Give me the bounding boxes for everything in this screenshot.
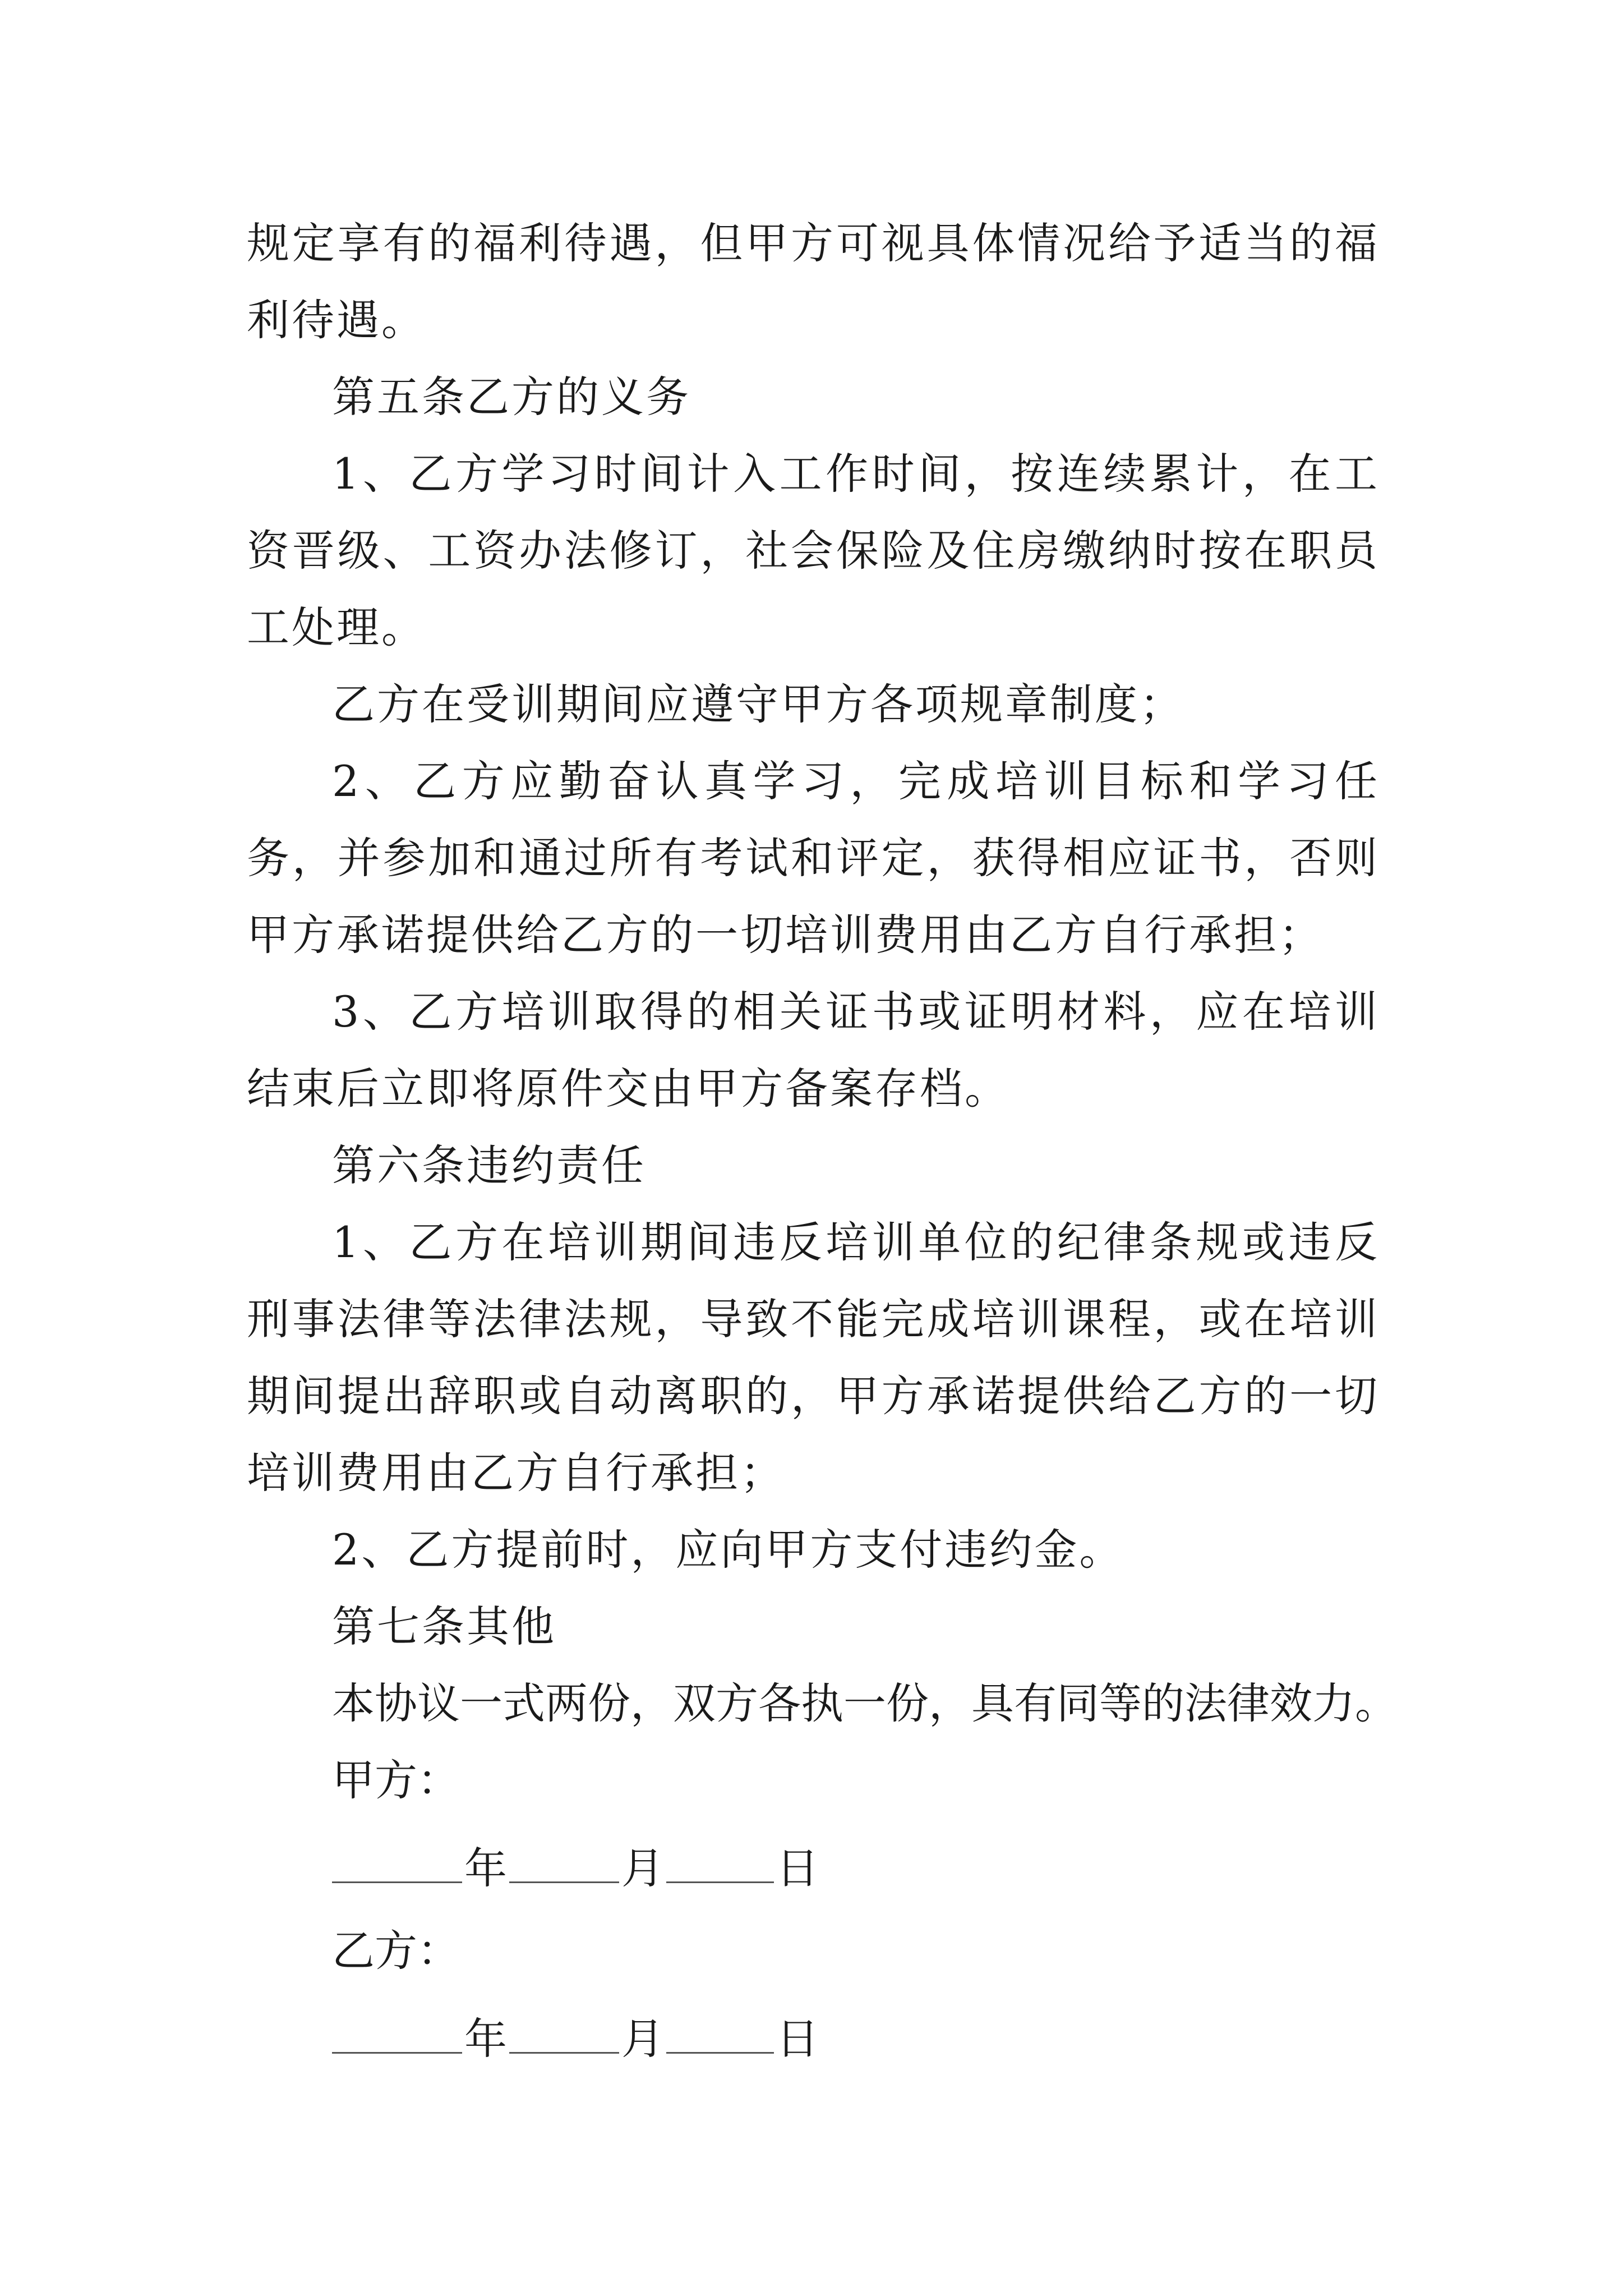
party-a-label: 甲方： [332, 1755, 460, 1805]
document-page [247, 205, 1398, 2083]
party-b-date [247, 2000, 1380, 2077]
day-label: 日 [776, 2014, 819, 2064]
article-7-text: 本协议一式两份，双方各执一份，具有同等的法律效力。 [332, 1678, 1398, 1728]
day-blank [666, 2018, 774, 2054]
article-5-title: 第五条乙方的义务 [332, 372, 691, 422]
month-blank [509, 1848, 619, 1883]
article-5-rules: 乙方在受训期间应遵守甲方各项规章制度； [332, 679, 1184, 729]
year-label: 年 [464, 1843, 507, 1893]
year-blank [332, 2018, 462, 2054]
year-label: 年 [464, 2014, 507, 2064]
party-b-label: 乙方： [332, 1926, 460, 1976]
article-5-item-3: 3、乙方培训取得的相关证书或证明材料，应在培训结束后立即将原件交由甲方备案存档。 [247, 987, 1380, 1114]
month-label: 月 [621, 1843, 664, 1893]
article-5-item-2: 2、乙方应勤奋认真学习，完成培训目标和学习任务，并参加和通过所有考试和评定，获得相应证书，否则甲方承诺提供给乙方的一切培训费用由乙方自行承担； [247, 756, 1380, 960]
day-blank [666, 1848, 774, 1883]
article-6-item-1: 1、乙方在培训期间违反培训单位的纪律条规或违反刑事法律等法律法规，导致不能完成培训课程，或在培训期间提出辞职或自动离职的，甲方承诺提供给乙方的一切培训费用由乙方自行承担； [247, 1217, 1380, 1498]
day-label: 日 [776, 1843, 819, 1893]
party-a-date [247, 1830, 1380, 1907]
year-blank [332, 1848, 462, 1883]
month-blank [509, 2018, 619, 2054]
article-5-item-1: 1、乙方学习时间计入工作时间，按连续累计，在工资晋级、工资办法修订，社会保险及住房缴纳时按在职员工处理。 [247, 449, 1380, 652]
article-6-title: 第六条违约责任 [332, 1140, 646, 1190]
month-label: 月 [621, 2014, 664, 2064]
article-7-title: 第七条其他 [332, 1602, 556, 1651]
paragraph-welfare: 规定享有的福利待遇，但甲方可视具体情况给予适当的福利待遇。 [247, 218, 1380, 345]
article-6-item-2: 2、乙方提前时，应向甲方支付违约金。 [332, 1525, 1124, 1575]
